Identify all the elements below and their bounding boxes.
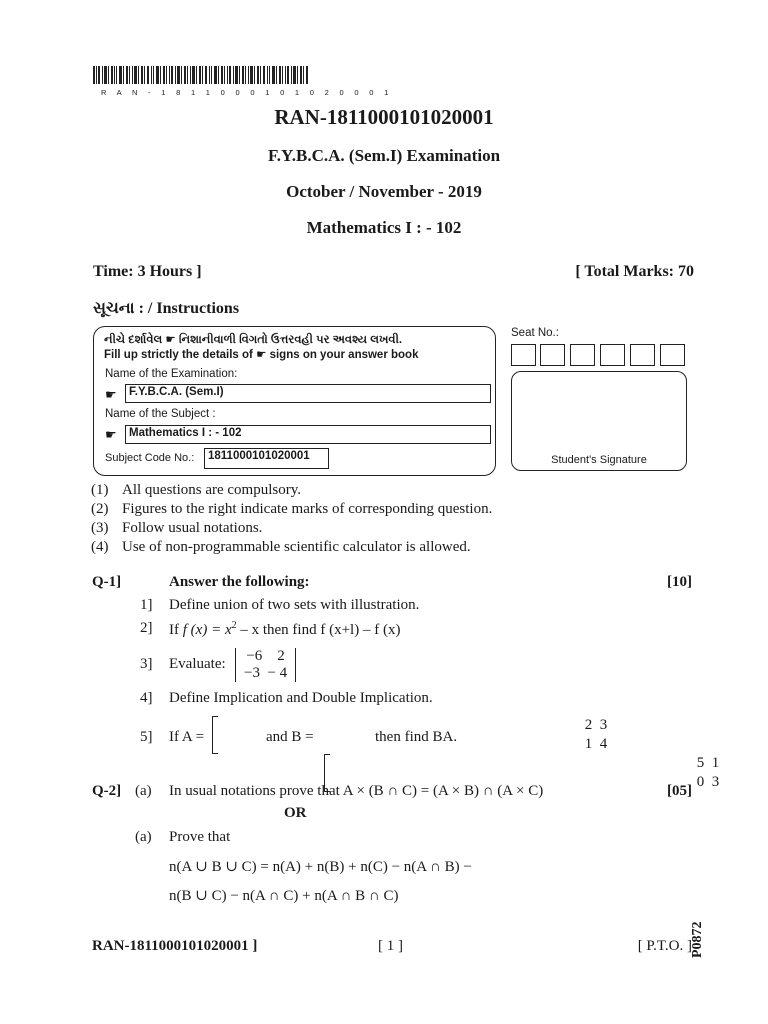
part-label: (a)	[135, 829, 152, 845]
subject-title: Mathematics I : - 102	[306, 218, 462, 237]
sub-question-number: 3]	[140, 656, 153, 672]
rule-number: (3)	[91, 520, 109, 536]
rule-item	[91, 520, 262, 537]
instructions-heading: સૂચના : / Instructions	[93, 300, 240, 317]
signature-label: Student's Signature	[551, 454, 647, 466]
seat-digit-box[interactable]	[630, 344, 655, 366]
rule-number: (2)	[91, 501, 109, 517]
page-number: [ 1 ]	[378, 938, 403, 954]
math-exponent: 2	[231, 620, 237, 631]
determinant	[235, 648, 296, 682]
question-text: Prove that	[169, 829, 231, 845]
exam-name-label: Name of the Examination:	[105, 368, 238, 380]
exam-name-field[interactable]: F.Y.B.C.A. (Sem.I)	[125, 384, 491, 403]
exam-session: October / November - 2019	[286, 182, 482, 201]
rule-text: All questions are compulsory.	[122, 482, 301, 498]
rule-number: (1)	[91, 482, 109, 498]
sub-question-text: Define union of two sets with illustration.	[169, 597, 420, 613]
formula-line: n(B ∪ C) − n(A ∩ C) + n(A ∩ B ∩ C)	[169, 888, 399, 904]
sub-question-text: If A =	[169, 729, 205, 745]
barcode	[93, 66, 309, 84]
determinant-row: −6 2	[246, 648, 285, 664]
instruction-gujarati: નીચે દર્શાવેલ ☛ નિશાનીવાળી વિગતો ઉત્તરવહી પર અવશ્ય લખવી.	[104, 334, 403, 346]
seat-digit-box[interactable]	[511, 344, 536, 366]
math-function: f (x) = x	[182, 622, 232, 638]
total-marks: [ Total Marks: 70	[575, 263, 694, 280]
matrix-row: 2 3	[584, 717, 608, 733]
paper-code-vertical: P0872	[690, 921, 705, 958]
matrix-row: 1 4	[584, 736, 608, 752]
formula-line: n(A ∪ B ∪ C) = n(A) + n(B) + n(C) − n(A ∩ B) −	[169, 859, 472, 875]
sub-question-number: 1]	[140, 597, 153, 613]
subject-code-label: Subject Code No.:	[105, 452, 195, 464]
rule-number: (4)	[91, 539, 109, 555]
instruction-english: Fill up strictly the details of ☛ signs on your answer book	[104, 349, 419, 361]
sub-question-number: 5]	[140, 729, 153, 745]
matrix-row: 0 3	[696, 774, 720, 790]
seat-number-label: Seat No.:	[511, 327, 559, 339]
paper-code-title: RAN-1811000101020001	[274, 105, 494, 129]
barcode-number: R A N - 1 8 1 1 0 0 0 1 0 1 0 2 0 0 0 1	[101, 88, 393, 97]
seat-digit-box[interactable]	[600, 344, 625, 366]
question-number: Q-2]	[92, 783, 122, 799]
question-title: Answer the following:	[169, 574, 310, 590]
math-text: – x then find f (x+l) – f (x)	[236, 622, 401, 638]
part-label: (a)	[135, 783, 152, 799]
pto-note: [ P.T.O. ]	[637, 938, 692, 954]
sub-question-text: Evaluate:	[169, 656, 226, 672]
sub-question-text	[169, 620, 400, 639]
seat-digit-box[interactable]	[570, 344, 595, 366]
rule-text: Follow usual notations.	[122, 520, 263, 536]
rule-text: Figures to the right indicate marks of corresponding question.	[122, 501, 493, 517]
footer-code: RAN-1811000101020001 ]	[92, 938, 258, 954]
math-text: and B =	[266, 729, 314, 745]
subject-code-field[interactable]: 1811000101020001	[204, 448, 329, 469]
math-text: If	[169, 622, 183, 638]
matrix-row: 5 1	[696, 755, 720, 771]
determinant-row: −3 − 4	[244, 665, 288, 681]
pointing-hand-icon: ☛	[105, 427, 117, 442]
exam-title: F.Y.B.C.A. (Sem.I) Examination	[267, 146, 501, 165]
rule-item	[91, 482, 301, 499]
sub-question-text: Define Implication and Double Implication.	[169, 690, 433, 706]
rule-item	[91, 501, 492, 518]
question-text: In usual notations prove that A × (B ∩ C) = (A × B) ∩ (A × C)	[169, 783, 544, 799]
question-number: Q-1]	[92, 574, 122, 590]
sub-question-number: 2]	[140, 620, 153, 636]
sub-question-number: 4]	[140, 690, 153, 706]
subject-name-field[interactable]: Mathematics I : - 102	[125, 425, 491, 444]
pointing-hand-icon: ☛	[105, 387, 117, 402]
math-text: then find BA.	[375, 729, 458, 745]
seat-digit-box[interactable]	[540, 344, 565, 366]
seat-digit-box[interactable]	[660, 344, 685, 366]
question-marks: [10]	[667, 574, 692, 590]
rule-text: Use of non-programmable scientific calculator is allowed.	[122, 539, 471, 555]
subject-name-label: Name of the Subject :	[105, 408, 216, 420]
time-duration: Time: 3 Hours ]	[93, 263, 202, 280]
question-marks: [05]	[667, 783, 692, 799]
rule-item	[91, 539, 471, 556]
or-separator: OR	[284, 805, 307, 821]
